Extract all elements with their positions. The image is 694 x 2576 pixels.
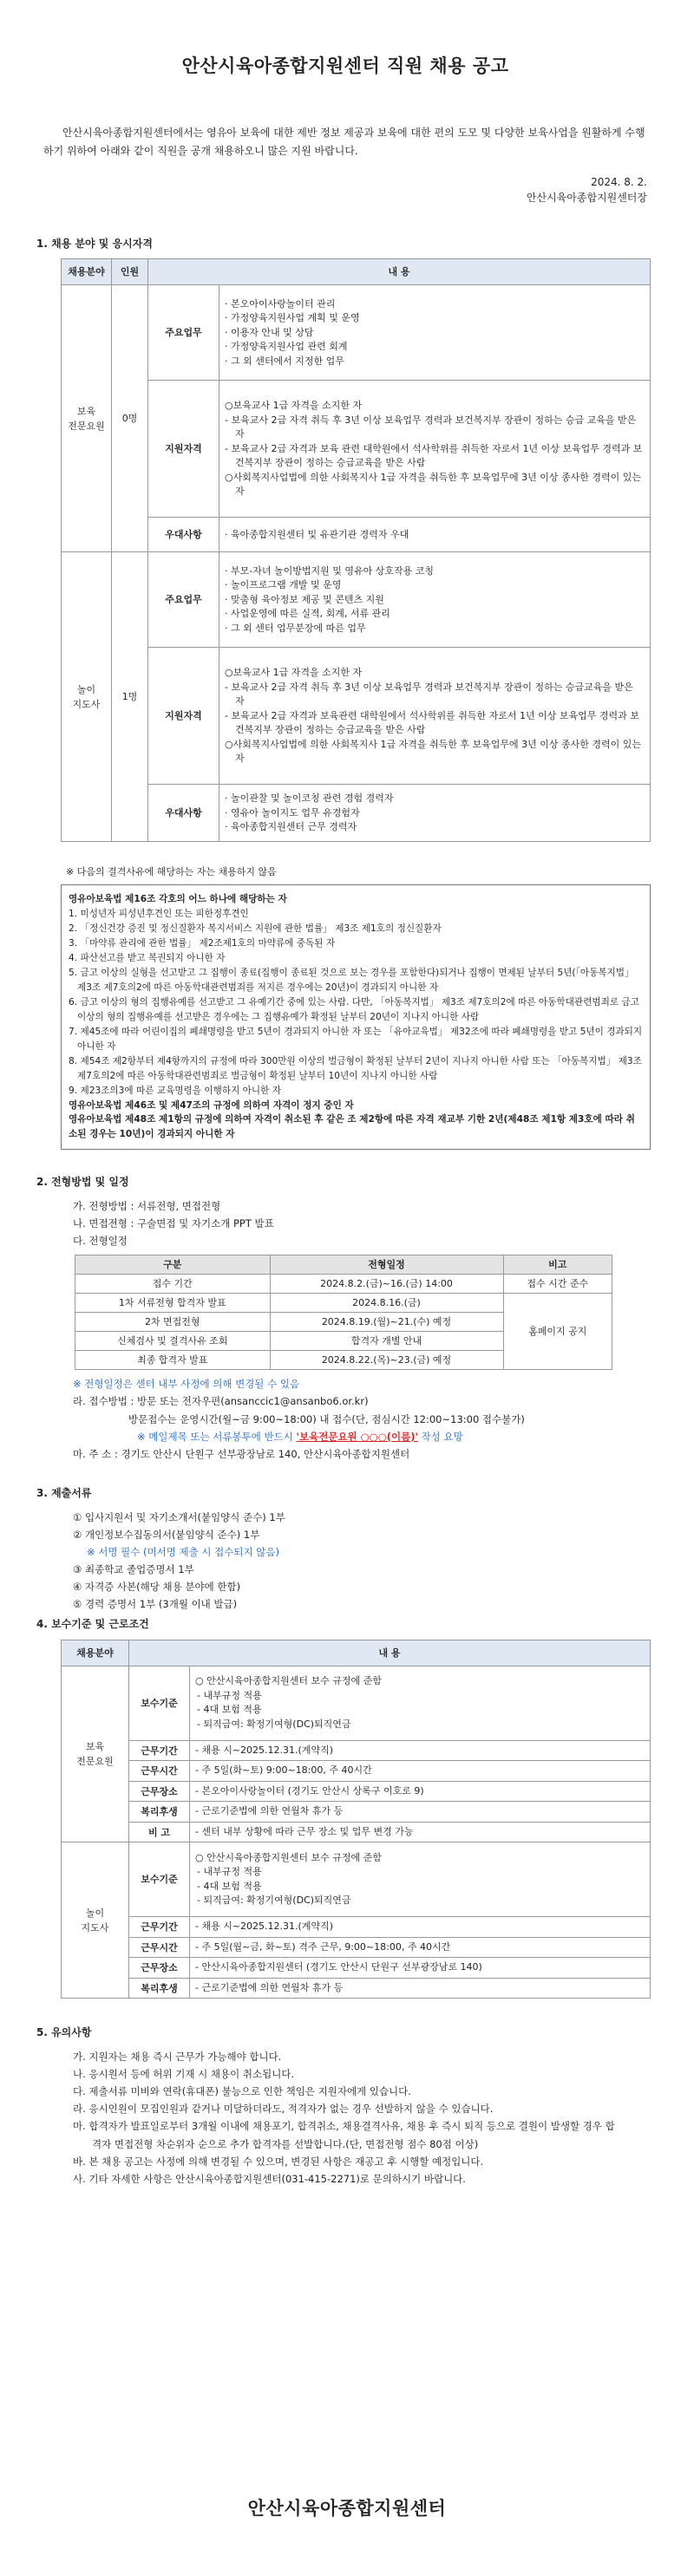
disq-item: 9. 제23조의3에 따른 교육명령을 이행하지 아니한 자 bbox=[69, 1085, 281, 1096]
condition-value: - 근로기준법에 의한 연월차 휴가 등 bbox=[190, 1802, 651, 1823]
category-label: 근무시간 bbox=[129, 1761, 190, 1782]
col-header-content: 내 용 bbox=[129, 1640, 651, 1666]
schedule-change-note: ※ 전형일정은 센터 내부 사정에 의해 변경될 수 있음 bbox=[73, 1378, 300, 1391]
category-label: 근무시간 bbox=[129, 1937, 190, 1958]
condition-value: - 센터 내부 상황에 따라 근무 장소 및 업무 변경 가능 bbox=[190, 1822, 651, 1842]
field-name: 놀이 지도사 bbox=[62, 1842, 129, 1999]
preference-list: · 놀이관찰 및 놀이코칭 관련 경험 경력자 · 영유아 놀이지도 업무 유경험자 · 육아종합지원센터 근무 경력자 bbox=[219, 785, 651, 842]
document-item: ③ 최종학교 졸업증명서 1부 bbox=[73, 1562, 194, 1575]
posting-date: 2024. 8. 2. bbox=[591, 175, 647, 188]
page-title: 안산시육아종합지원센터 직원 채용 공고 bbox=[181, 55, 509, 76]
col-header-content: 내 용 bbox=[148, 259, 651, 285]
pay-standard: ○ 안산시육아종합지원센터 보수 규정에 준함 - 내부규정 적용 - 4대 보험 적용 - 퇴직급여: 확정기여형(DC)퇴직연금 bbox=[190, 1842, 651, 1917]
document-item: ④ 자격증 사본(해당 채용 분야에 한함) bbox=[73, 1581, 241, 1593]
category-label: 보수기준 bbox=[129, 1842, 190, 1917]
category-label: 근무장소 bbox=[129, 1958, 190, 1979]
visit-hours: 방문접수는 운영시간(월~금 9:00~18:00) 내 접수(단, 점심시간 12:00~13:00 접수불가) bbox=[128, 1412, 525, 1425]
schedule-item: 1차 서류전형 합격자 발표 bbox=[75, 1294, 271, 1313]
selection-method: 가. 전형방법 : 서류전형, 면접전형 bbox=[73, 1199, 221, 1212]
category-label: 주요업무 bbox=[148, 285, 219, 381]
section-3-heading: 3. 제출서류 bbox=[36, 1486, 92, 1499]
notice-item: 바. 본 채용 공고는 사정에 의해 변경될 수 있으며, 변경된 사항은 재공고 후 시행할 예정입니다. bbox=[73, 2155, 484, 2168]
disq-tail: 영유아보육법 제46조 및 제47조의 규정에 의하여 자격이 정지 중인 자 bbox=[69, 1099, 354, 1111]
address: 마. 주 소 : 경기도 안산시 단원구 선부광장남로 140, 안산시육아종합지원센터 bbox=[73, 1447, 410, 1460]
condition-value: - 본오아이사랑놀이터 (경기도 안산시 상록구 이호로 9) bbox=[190, 1781, 651, 1802]
category-label: 복리후생 bbox=[129, 1802, 190, 1823]
recruitment-table bbox=[61, 258, 651, 842]
intro-paragraph: 안산시육아종합지원센터에서는 영유아 보육에 대한 제반 정보 제공과 보육에 대한 편의 도모 및 다양한 보육사업을 원활하게 수행하기 위하여 아래와 같이 직원을 공개 채용하오니 많은 지원 바랍니다. bbox=[43, 126, 645, 157]
qualification-list: ○보육교사 1급 자격을 소지한 자 - 보육교사 2급 자격 취득 후 3년 이상 보육업무 경력과 보건복지부 장관이 정하는 승급교육을 받은 자 - 보육교사 2급 자격과 보육관련 대학원에서 석사학위를 취득한 자로서 1년 이상 보육업무 경력과 보건복지부 장관이 정하는 승급교육을 받은 사람 ○사회복지사업법에 의한 사회복지사 1급 자격을 취득한 후 보육업무에 3년 이상 종사한 경력이 있는 자 bbox=[219, 648, 651, 785]
interview-method: 나. 면접전형 : 구술면접 및 자기소개 PPT 발표 bbox=[73, 1217, 274, 1230]
duties-list: · 본오아이사랑놀이터 관리 · 가정양육지원사업 계획 및 운영 · 이용자 안내 및 상담 · 가정양육지원사업 관련 회계 · 그 외 센터에서 지정한 업무 bbox=[219, 285, 651, 381]
schedule-date: 2024.8.22.(목)~23.(금) 예정 bbox=[270, 1351, 503, 1370]
schedule-remark: 접수 시간 준수 bbox=[503, 1275, 612, 1294]
document-item: ⑤ 경력 증명서 1부 (3개월 이내 발급) bbox=[73, 1598, 238, 1611]
pay-standard: ○ 안산시육아종합지원센터 보수 규정에 준함 - 내부규정 적용 - 4대 보험 적용 - 퇴직급여: 확정기여형(DC)퇴직연금 bbox=[190, 1666, 651, 1740]
schedule-remark: 홈페이지 공지 bbox=[503, 1294, 612, 1370]
col-header-count: 인원 bbox=[112, 259, 148, 285]
disq-item: 3. 「마약류 관리에 관한 법률」 제2조제1호의 마약류에 중독된 자 bbox=[69, 938, 336, 949]
section-5-heading: 5. 유의사항 bbox=[36, 2026, 92, 2039]
schedule-label: 다. 전형일정 bbox=[73, 1235, 128, 1248]
col-header-field: 채용분야 bbox=[62, 1640, 129, 1666]
notice-item: 마. 합격자가 발표일로부터 3개월 이내에 채용포기, 합격취소, 채용결격사유, 채용 후 즉시 퇴직 등으로 결원이 발생할 경우 합격자 면접전형 차순위자 순으로 추가 합격자를 선발합니다.(단, 면접전형 점수 80점 이상) bbox=[73, 2120, 615, 2150]
condition-value: - 채용 시~2025.12.31.(계약직) bbox=[190, 1917, 651, 1938]
field-name: 보육 전문요원 bbox=[62, 285, 112, 552]
mail-subject-format: '보육전문요원 ○○○(이름)' bbox=[296, 1430, 418, 1443]
disq-item: 6. 금고 이상의 형의 집행유예를 선고받고 그 유예기간 중에 있는 사람. 다만, 「아동복지법」 제3조 제7호의2에 따른 아동학대관련범죄로 금고 이상의 형의 집행유예를 선고받은 경우에는 그 집행유예가 확정된 날부터 20년이 지나지 아니한 사람 bbox=[69, 996, 639, 1022]
category-label: 비 고 bbox=[129, 1822, 190, 1842]
category-label: 근무기간 bbox=[129, 1740, 190, 1761]
schedule-header: 비고 bbox=[503, 1255, 612, 1275]
field-name: 보육 전문요원 bbox=[62, 1666, 129, 1842]
duties-list: · 부모-자녀 놀이방법지원 및 영유아 상호작용 코칭 · 놀이프로그램 개발 및 운영 · 맞춤형 육아정보 제공 및 콘텐츠 지원 · 사업운영에 따른 실적, 회계, 서류 관리 · 그 외 센터 업무분장에 따른 업무 bbox=[219, 552, 651, 648]
schedule-header: 전형일정 bbox=[270, 1255, 503, 1275]
disq-tail: 영유아보육법 제48조 제1항의 규정에 의하여 자격이 취소된 후 같은 조 제2항에 따른 자격 재교부 기한 2년(제48조 제1항 제3호에 따라 취소된 경우는 10년)이 경과되지 아니한 자 bbox=[69, 1114, 635, 1140]
qualification-list: ○보육교사 1급 자격을 소지한 자 - 보육교사 2급 자격 취득 후 3년 이상 보육업무 경력과 보건복지부 장관이 정하는 승급 교육을 받은 자 - 보육교사 2급 자격과 보육 관련 대학원에서 석사학위를 취득한 자로서 1년 이상 보육업무 경력과 보건복지부 장관이 정하는 승급교육을 받은 사람 ○사회복지사업법에 의한 사회복지사 1급 자격을 취득한 후 보육업무에 3년 이상 종사한 경력이 있는 자 bbox=[219, 381, 651, 518]
category-label: 우대사항 bbox=[148, 518, 219, 552]
disqualification-box bbox=[61, 884, 651, 1150]
conditions-table bbox=[61, 1640, 651, 1999]
schedule-date: 2024.8.16.(금) bbox=[270, 1294, 503, 1313]
disq-item: 1. 미성년자 피성년후견인 또는 피한정후견인 bbox=[69, 909, 249, 920]
notice-item: 가. 지원자는 채용 즉시 근무가 가능해야 합니다. bbox=[73, 2050, 282, 2063]
schedule-item: 신체검사 및 결격사유 조회 bbox=[75, 1332, 271, 1351]
field-name: 놀이 지도사 bbox=[62, 552, 112, 842]
application-method: 라. 접수방법 : 방문 또는 전자우편(ansanccic1@ansanbo6.or.kr) bbox=[73, 1395, 369, 1408]
condition-value: - 주 5일(월~금, 화~토) 격주 근무, 9:00~18:00, 주 40시간 bbox=[190, 1937, 651, 1958]
schedule-item: 2차 면접전형 bbox=[75, 1313, 271, 1332]
disq-item: 2. 「정신건강 증진 및 정신질환자 복지서비스 지원에 관한 법률」 제3조 제1호의 정신질환자 bbox=[69, 923, 442, 935]
category-label: 보수기준 bbox=[129, 1666, 190, 1740]
disq-heading: 영유아보육법 제16조 각호의 어느 하나에 해당하는 자 bbox=[69, 894, 287, 905]
document-item: ② 개인정보수집동의서(붙임양식 준수) 1부 bbox=[73, 1528, 260, 1541]
disq-item: 5. 금고 이상의 실형을 선고받고 그 집행이 종료(집행이 종료된 것으로 보는 경우를 포함한다)되거나 집행이 면제된 날부터 5년(「아동복지법」 제3조 제7호의2에 따른 아동학대관련범죄를 저지른 경우에는 20년)이 경과되지 아니한 자 bbox=[69, 968, 634, 993]
section-1-heading: 1. 채용 분야 및 응시자격 bbox=[36, 237, 153, 250]
head-count: 1명 bbox=[112, 552, 148, 842]
category-label: 복리후생 bbox=[129, 1978, 190, 1999]
schedule-item: 최종 합격자 발표 bbox=[75, 1351, 271, 1370]
section-2-heading: 2. 전형방법 및 일정 bbox=[36, 1176, 129, 1189]
notice-item: 라. 응시인원이 모집인원과 같거나 미달하더라도, 적격자가 없는 경우 선발하지 않을 수 있습니다. bbox=[73, 2103, 494, 2116]
condition-value: - 주 5일(화~토) 9:00~18:00, 주 40시간 bbox=[190, 1761, 651, 1782]
schedule-table bbox=[75, 1255, 612, 1370]
notice-item: 사. 기타 자세한 사항은 안산시육아종합지원센터(031-415-2271)로 문의하시기 바랍니다. bbox=[73, 2172, 466, 2185]
schedule-date: 2024.8.19.(월)~21.(수) 예정 bbox=[270, 1313, 503, 1332]
category-label: 근무기간 bbox=[129, 1917, 190, 1938]
notice-item: 다. 제출서류 미비와 연락(휴대폰) 불능으로 인한 책임은 지원자에게 있습니다. bbox=[73, 2085, 411, 2098]
preference-list: · 육아종합지원센터 및 유관기관 경력자 우대 bbox=[219, 518, 651, 552]
schedule-header: 구분 bbox=[75, 1255, 271, 1275]
notice-item: 나. 응시원서 등에 허위 기재 시 채용이 취소됩니다. bbox=[73, 2068, 295, 2081]
schedule-date: 2024.8.2.(금)~16.(금) 14:00 bbox=[270, 1275, 503, 1294]
disq-item: 7. 제45조에 따라 어린이집의 폐쇄명령을 받고 5년이 경과되지 아니한 자 또는 「유아교육법」 제32조에 따라 폐쇄명령을 받고 5년이 경과되지 아니한 자 bbox=[69, 1026, 643, 1052]
category-label: 지원자격 bbox=[148, 648, 219, 785]
category-label: 주요업무 bbox=[148, 552, 219, 648]
category-label: 근무장소 bbox=[129, 1781, 190, 1802]
disqualification-note: ※ 다음의 결격사유에 해당하는 자는 채용하지 않음 bbox=[66, 866, 277, 878]
condition-value: - 근로기준법에 의한 연월차 휴가 등 bbox=[190, 1978, 651, 1999]
col-header-field: 채용분야 bbox=[62, 259, 112, 285]
category-label: 우대사항 bbox=[148, 785, 219, 842]
mail-subject-note: ※ 메일제목 또는 서류봉투에 반드시 '보육전문요원 ○○○(이름)' 작성 요망 bbox=[137, 1430, 463, 1443]
issuer: 안산시육아종합지원센터장 bbox=[526, 192, 647, 205]
document-item: ① 입사지원서 및 자기소개서(붙임양식 준수) 1부 bbox=[73, 1510, 285, 1523]
signature-required-note: ※ 서명 필수 (미서명 제출 시 접수되지 않음) bbox=[87, 1545, 279, 1558]
category-label: 지원자격 bbox=[148, 381, 219, 518]
condition-value: - 채용 시~2025.12.31.(계약직) bbox=[190, 1740, 651, 1761]
section-4-heading: 4. 보수기준 및 근로조건 bbox=[36, 1618, 149, 1631]
schedule-date: 합격자 개별 안내 bbox=[270, 1332, 503, 1351]
head-count: 0명 bbox=[112, 285, 148, 552]
schedule-item: 접수 기간 bbox=[75, 1275, 271, 1294]
disq-item: 4. 파산선고를 받고 복권되지 아니한 자 bbox=[69, 953, 226, 964]
footer-org-name: 안산시육아종합지원센터 bbox=[247, 2498, 447, 2519]
condition-value: - 안산시육아종합지원센터 (경기도 안산시 단원구 선부광장남로 140) bbox=[190, 1958, 651, 1979]
disq-item: 8. 제54조 제2항부터 제4항까지의 규정에 따라 300만원 이상의 벌금형이 확정된 날부터 2년이 지나지 아니한 사람 또는 「아동복지법」 제3조 제7호의2에 따른 아동학대관련범죄로 벌금형이 확정된 날부터 10년이 지나지 아니한 사람 bbox=[69, 1055, 642, 1081]
